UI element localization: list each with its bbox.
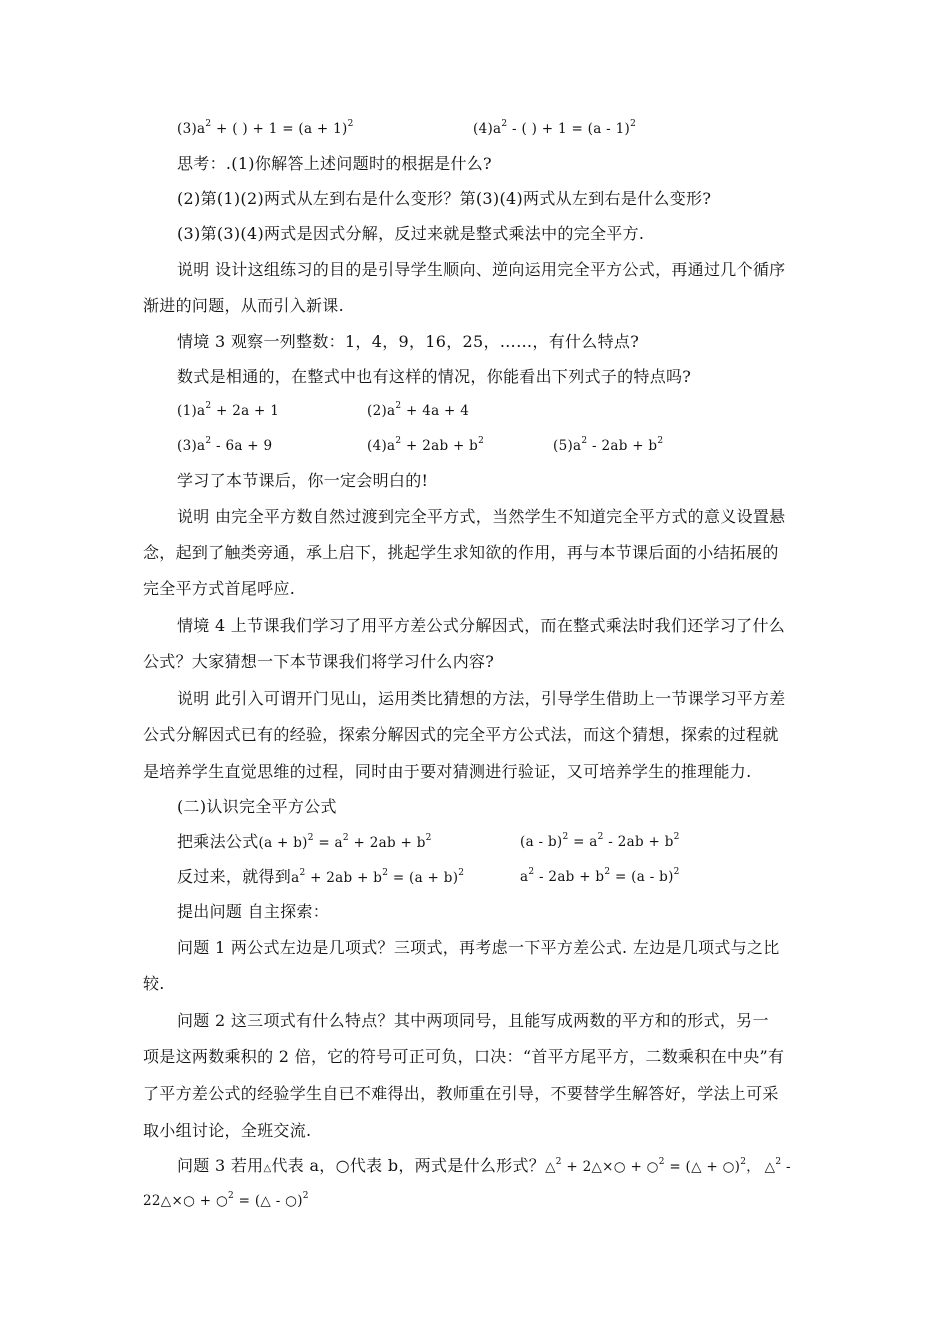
scene4-line1: 情境 4 上节课我们学习了用平方差公式分解因式，而在整式乘法时我们还学习了什么	[177, 616, 786, 635]
question3-line1: 问题 3 若用△代表 a，○代表 b，两式是什么形式？△$^2$ + 2△×○ + ○$^2$ = (△ + ○)$^2$， △$^2$ -	[177, 1156, 791, 1175]
scene3-line2: 数式是相通的，在整式中也有这样的情况，你能看出下列式子的特点吗?	[177, 367, 692, 386]
note3-line1: 说明 此引入可谓开门见山，运用类比猜想的方法，引导学生借助上一节课学习平方差	[177, 689, 786, 708]
formula-factor-diff: $a^2 - 2ab + b^2 = (a - b)^2$	[520, 867, 680, 885]
expr-4: $(4)a^2 + 2ab + b^2$	[367, 436, 485, 454]
expr-5: $(5)a^2 - 2ab + b^2$	[553, 436, 664, 454]
exercise-4: $(4)a^2$ - ( ) + 1 = (a - 1)$^2$	[473, 119, 637, 137]
think-q1: 思考：.(1)你解答上述问题时的根据是什么?	[177, 154, 492, 173]
expr-3: $(3)a^2 - 6a + 9$	[177, 436, 273, 454]
scene3-line1: 情境 3 观察一列整数：1，4，9，16，25，……，有什么特点?	[177, 332, 640, 351]
note1-line2: 渐进的问题，从而引入新课.	[143, 296, 344, 315]
note2-line3: 完全平方式首尾呼应.	[143, 579, 296, 598]
think-q2: (2)第(1)(2)两式从左到右是什么变形？第(3)(4)两式从左到右是什么变形?	[177, 189, 712, 208]
note2-line1: 说明 由完全平方数自然过渡到完全平方式，当然学生不知道完全平方式的意义设置悬	[177, 507, 786, 526]
after-lesson: 学习了本节课后，你一定会明白的!	[177, 471, 429, 490]
question1-line2: 较.	[143, 974, 165, 993]
question3-line2: 22△×○ + ○$^2$ = (△ - ○)$^2$	[143, 1191, 309, 1209]
expr-1: $(1)a^2 + 2a + 1$	[177, 401, 280, 419]
formula-product-sum: 把乘法公式$(a + b)^2 = a^2 + 2ab + b^2$	[177, 832, 432, 851]
note3-line2: 公式分解因式已有的经验，探索分解因式的完全平方公式法，而这个猜想，探索的过程就	[143, 725, 779, 744]
think-q3: (3)第(3)(4)两式是因式分解，反过来就是整式乘法中的完全平方.	[177, 224, 645, 243]
note2-line2: 念，起到了触类旁通，承上启下，挑起学生求知欲的作用，再与本节课后面的小结拓展的	[143, 543, 779, 562]
note3-line3: 是培养学生直觉思维的过程，同时由于要对猜测进行验证，又可培养学生的推理能力.	[143, 762, 752, 781]
scene4-line2: 公式？大家猜想一下本节课我们将学习什么内容?	[143, 652, 495, 671]
formula-product-diff: $(a - b)^2 = a^2 - 2ab + b^2$	[520, 832, 680, 850]
question2-line3: 了平方差公式的经验学生自已不难得出，教师重在引导，不要替学生解答好，学法上可采	[143, 1084, 779, 1103]
question2-line1: 问题 2 这三项式有什么特点？其中两项同号，且能写成两数的平方和的形式，另一	[177, 1011, 769, 1030]
question1-line1: 问题 1 两公式左边是几项式？三项式，再考虑一下平方差公式. 左边是几项式与之比	[177, 938, 780, 957]
formula-factor-sum: 反过来，就得到$a^2 + 2ab + b^2 = (a + b)^2$	[177, 867, 465, 886]
note1-line1: 说明 设计这组练习的目的是引导学生顺向、逆向运用完全平方公式，再通过几个循序	[177, 260, 786, 279]
expr-2: $(2)a^2 + 4a + 4$	[367, 401, 470, 419]
question2-line4: 取小组讨论，全班交流.	[143, 1121, 312, 1140]
question2-line2: 项是这两数乘积的 2 倍，它的符号可正可负，口决：“首平方尾平方，二数乘积在中央”有	[143, 1047, 785, 1066]
exercise-3: $(3)a^2$ + ( ) + $1 = (a + 1)^2$	[177, 119, 354, 137]
section-heading: (二)认识完全平方公式	[177, 797, 337, 816]
explore-heading: 提出问题 自主探索：	[177, 902, 330, 921]
